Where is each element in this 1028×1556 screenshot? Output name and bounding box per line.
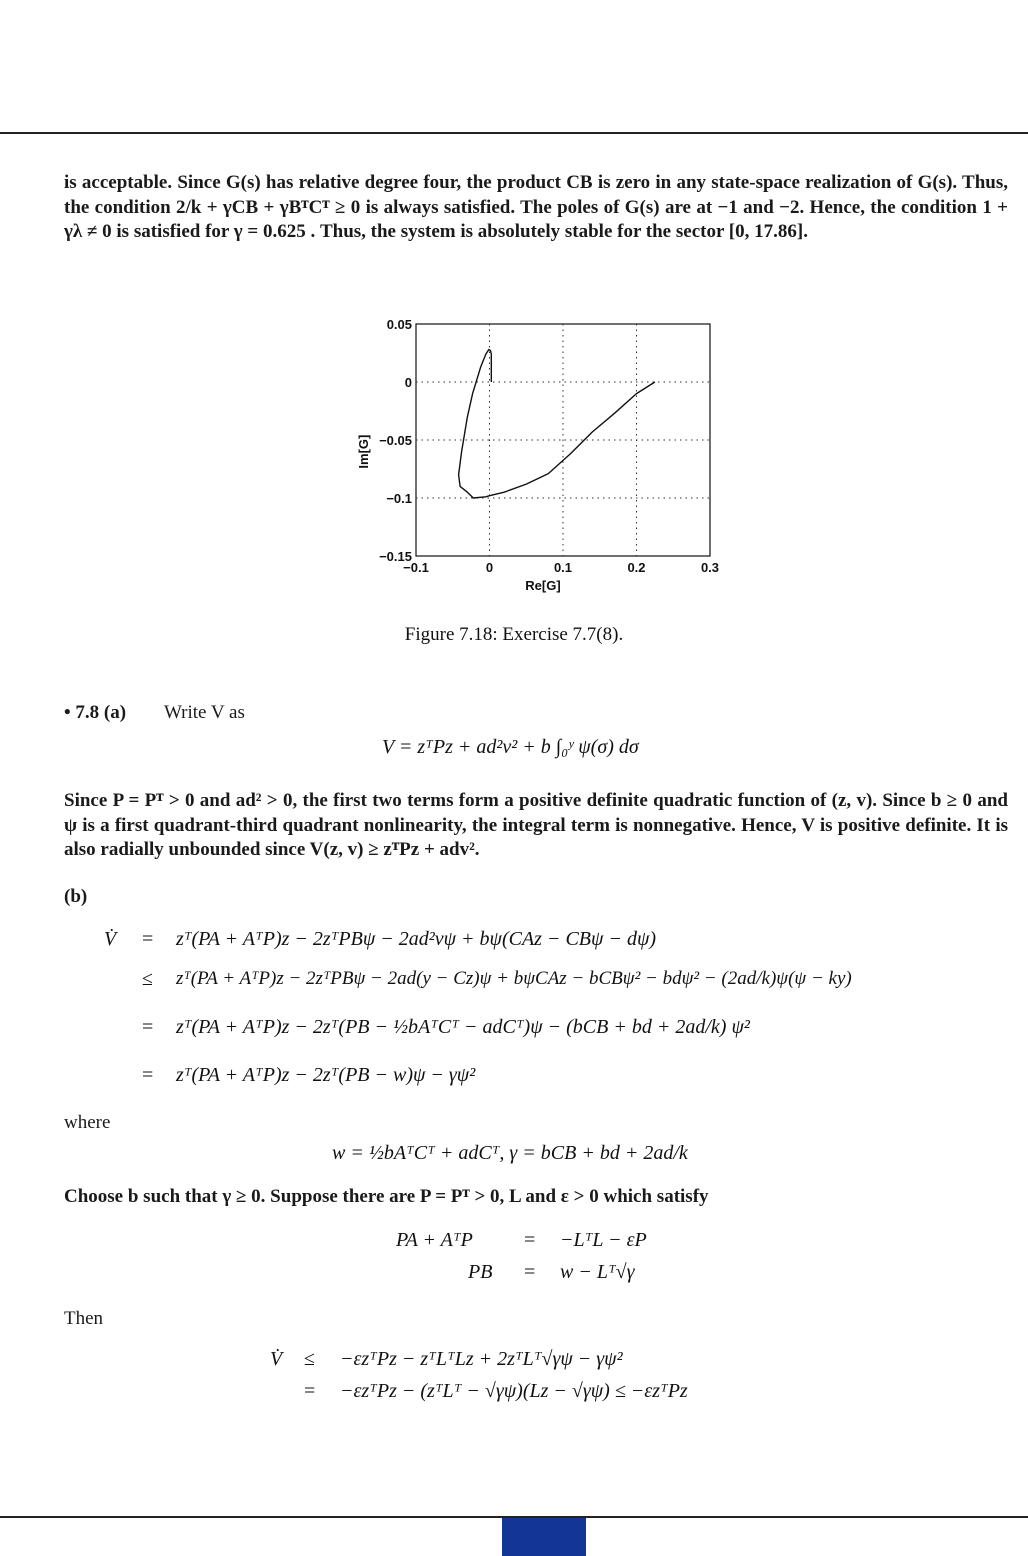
final-rhs-1: −εzᵀPz − (zᵀLᵀ − √γψ)(Lz − √γψ) ≤ −εzᵀPz (340, 1380, 688, 1402)
choose-b-text: Choose b such that γ ≥ 0. Suppose there are P = Pᵀ > 0, L and ε > 0 which satisfy (64, 1186, 709, 1207)
final-rel-0: ≤ (304, 1348, 315, 1370)
derivation-lhs-0: V̇ (104, 928, 117, 950)
y-axis-label: Im[G] (356, 434, 371, 469)
where-label: where (64, 1112, 111, 1133)
top-rule (0, 132, 1028, 134)
then-label: Then (64, 1308, 104, 1329)
final-rel-1: = (304, 1380, 316, 1402)
derivation-rel-0: = (142, 928, 154, 950)
x-tick-label: −0.1 (403, 560, 429, 575)
y-tick-label: 0.05 (386, 317, 412, 332)
positive-definite-paragraph: Since P = Pᵀ > 0 and ad² > 0, the first two terms form a positive definite quadratic function of (z, v). Since b ≥ 0 and ψ is a first quadrant-third quadrant nonlinearity, the integral term is nonnegative. Hence, V is positive definite. It is also radially unbounded since V(z, v) ≥ zᵀPz + adv². (64, 790, 1008, 860)
v-equation: V = zᵀPz + ad²v² + b ∫₀ʸ ψ(σ) dσ (382, 736, 639, 758)
exercise-label: • 7.8 (a) (64, 702, 127, 723)
y-tick-label: −0.05 (379, 433, 412, 448)
kyp-rel-1: = (524, 1261, 536, 1283)
nyquist-chart (330, 310, 730, 610)
part-b-label: (b) (64, 886, 88, 907)
y-tick-label: −0.15 (379, 549, 412, 564)
y-tick-label: 0 (404, 375, 412, 390)
write-v-text: Write V as (164, 702, 245, 723)
kyp-lhs-1: PB (468, 1261, 493, 1283)
x-tick-label: 0 (485, 560, 494, 575)
final-rhs-0: −εzᵀPz − zᵀLᵀLz + 2zᵀLᵀ√γψ − γψ² (340, 1348, 623, 1370)
derivation-rhs-1: zᵀ(PA + AᵀP)z − 2zᵀPBψ − 2ad(y − Cz)ψ + bψCAz − bCBψ² − bdψ² − (2ad/k)ψ(ψ − ky) (176, 968, 852, 989)
y-tick-label: −0.1 (386, 491, 412, 506)
derivation-rel-3: = (142, 1064, 154, 1086)
derivation-rhs-3: zᵀ(PA + AᵀP)z − 2zᵀ(PB − w)ψ − γψ² (176, 1064, 476, 1086)
derivation-rhs-0: zᵀ(PA + AᵀP)z − 2zᵀPBψ − 2ad²vψ + bψ(CAz − CBψ − dψ) (176, 928, 657, 950)
final-lhs-0: V̇ (270, 1348, 283, 1370)
kyp-rhs-0: −LᵀL − εP (560, 1229, 647, 1251)
kyp-rhs-1: w − Lᵀ√γ (560, 1261, 635, 1283)
derivation-rel-1: ≤ (142, 968, 153, 990)
page-footer-tab (502, 1518, 586, 1556)
intro-paragraph: is acceptable. Since G(s) has relative degree four, the product CB is zero in any state-space realization of G(s). Thus, the condition 2/k + γCB + γBᵀCᵀ ≥ 0 is always satisfied. The poles of G(s) are at −1 and −2. Hence, the condition 1 + γλ ≠ 0 is satisfied for γ = 0.625 . Thus, the system is absolutely stable for the sector [0, 17.86]. (64, 172, 1008, 242)
x-tick-label: 0.1 (553, 560, 573, 575)
w-gamma-definition: w = ½bAᵀCᵀ + adCᵀ, γ = bCB + bd + 2ad/k (332, 1142, 688, 1164)
x-axis-label: Re[G] (525, 578, 561, 593)
derivation-rel-2: = (142, 1016, 154, 1038)
figure-caption: Figure 7.18: Exercise 7.7(8). (404, 624, 624, 645)
kyp-lhs-0: PA + AᵀP (396, 1229, 473, 1251)
kyp-rel-0: = (524, 1229, 536, 1251)
derivation-rhs-2: zᵀ(PA + AᵀP)z − 2zᵀ(PB − ½bAᵀCᵀ − adCᵀ)ψ − (bCB + bd + 2ad/k) ψ² (176, 1016, 750, 1038)
x-tick-label: 0.3 (700, 560, 720, 575)
x-tick-label: 0.2 (627, 560, 646, 575)
